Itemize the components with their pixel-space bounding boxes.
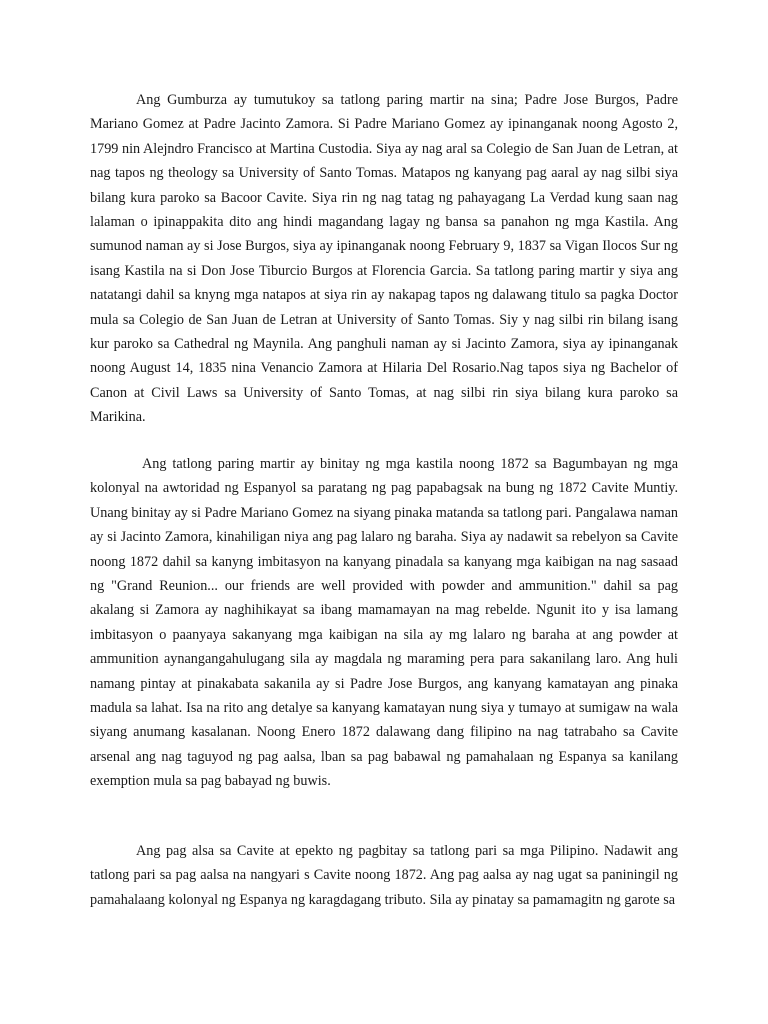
paragraph-gomburza-biographies: Ang Gumburza ay tumutukoy sa tatlong paring martir na sina; Padre Jose Burgos, Padre Mariano Gomez at Padre Jacinto Zamora. Si Padre Mariano Gomez ay ipinanganak noong Agosto 2, 1799 nin Alejndro Francisco at Martina Custodia. Siya ay nag aral sa Colegio de San Juan de Letran, at nag tapos ng theology sa University of Santo Tomas. Matapos ng kanyang pag aaral ay nag silbi siya bilang kura paroko sa Bacoor Cavite. Siya rin ng nag tatag ng pahayagang La Verdad kung saan nag lalaman o ipinappakita dito ang hindi magandang lagay ng bansa sa panahon ng mga Kastila. Ang sumunod naman ay si Jose Burgos, siya ay ipinanganak noong February 9, 1837 sa Vigan Ilocos Sur ng isang Kastila na si Don Jose Tiburcio Burgos at Florencia Garcia. Sa tatlong paring martir y siya ang natatangi dahil sa knyng mga natapos at siya rin ay nakapag tapos ng dalawang titulo sa pagka Doctor mula sa Colegio de San Juan de Letran at University of Santo Tomas. Siy y nag silbi rin bilang isang kur paroko sa Cathedral ng Maynila. Ang panghuli naman ay si Jacinto Zamora, siya ay ipinanganak noong August 14, 1835 nina Venancio Zamora at Hilaria Del Rosario.Nag tapos siya ng Bachelor of Canon at Civil Laws sa University of Santo Tomas, at nag silbi rin siya bilang kura paroko sa Marikina.	[90, 92, 678, 426]
paragraph-cavite-mutiny-effects: Ang pag alsa sa Cavite at epekto ng pagbitay sa tatlong pari sa mga Pilipino. Nadawit ang tatlong pari sa pag aalsa na nangyari s Cavite noong 1872. Ang pag aalsa ay nag ugat sa paniningil ng pamahalaang kolonyal ng Espanya ng karagdagang tributo. Sila ay pinatay sa pamamagitn ng garote sa	[90, 843, 678, 908]
paragraph-execution-details: Ang tatlong paring martir ay binitay ng mga kastila noong 1872 sa Bagumbayan ng mga kolonyal na awtoridad ng Espanyol sa paratang ng pag papabagsak na bung ng 1872 Cavite Muntiy. Unang binitay ay si Padre Mariano Gomez na siyang pinaka matanda sa tatlong pari. Pangalawa naman ay si Jacinto Zamora, kinahiligan niya ang pag lalaro ng baraha. Siya ay nadawit sa rebelyon sa Cavite noong 1872 dahil sa kanyng imbitasyon na kanyang pinadala sa kanyang mga kaibigan na nag sasaad ng "Grand Reunion... our friends are well provided with powder and ammunition." dahil sa pag akalang si Zamora ay naghihikayat sa ibang mamamayan na mag rebelde. Ngunit ito y isa lamang imbitasyon o paanyaya sakanyang mga kaibigan na sila ay mg lalaro ng baraha at ang powder at ammunition aynangangahulugang sila ay magdala ng maraming pera para sakanilang laro. Ang huli namang pintay at pinakabata sakanila ay si Padre Jose Burgos, ang kanyang kamatayan ang pinaka madula sa lahat. Isa na rito ang detalye sa kanyang kamatayan nung siya y tumayo at sumigaw na wala siyang anumang kasalanan. Noong Enero 1872 dalawang dang filipino na nag tatrabaho sa Cavite arsenal ang nag taguyod ng pag aalsa, lban sa pag babawal ng pamahalaan ng Espanya sa kanilang exemption mula sa pag babayad ng buwis.	[90, 456, 678, 790]
